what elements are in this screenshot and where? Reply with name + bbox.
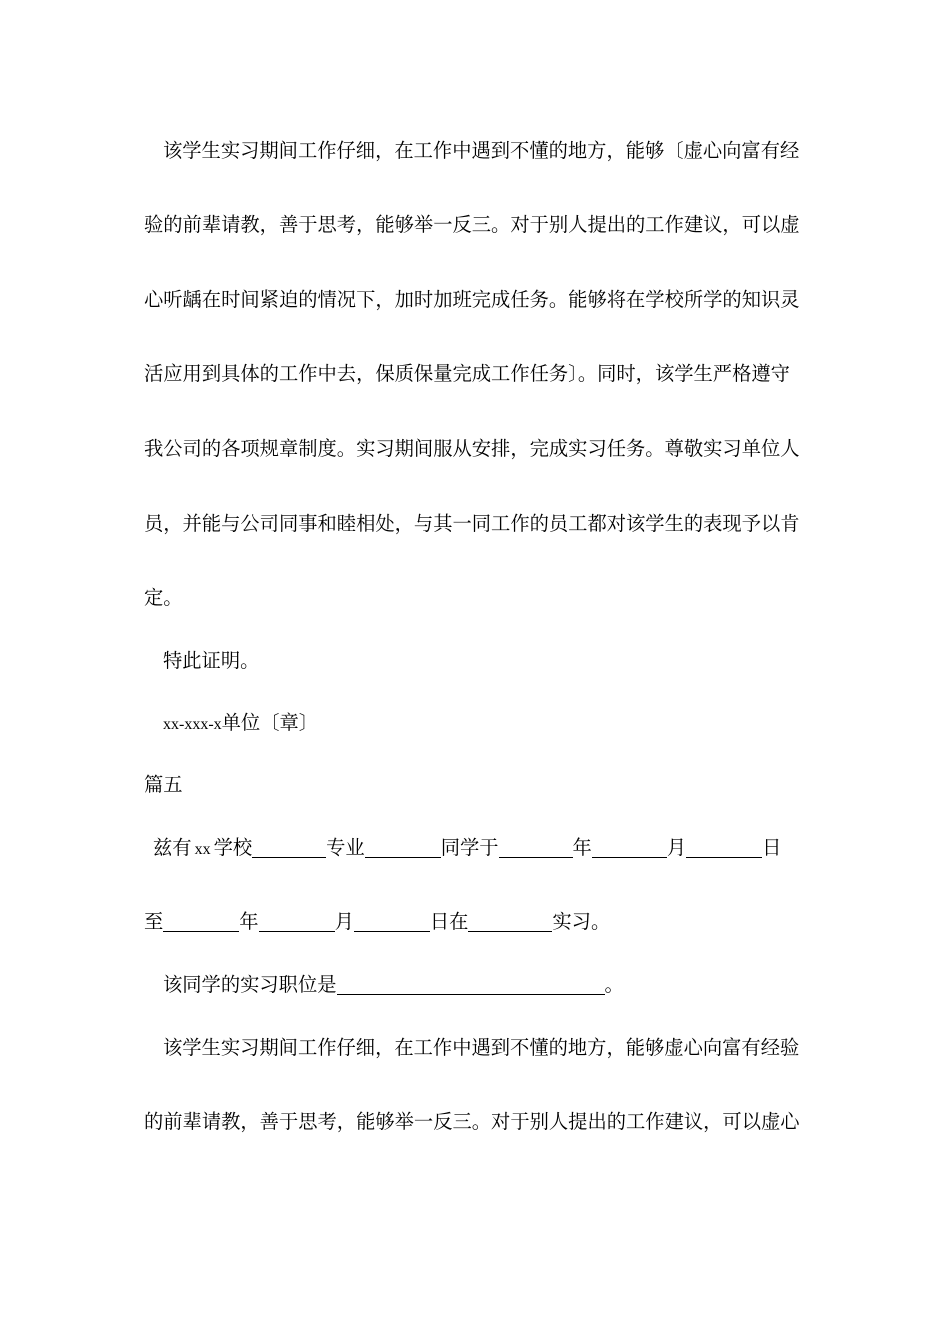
day-label: 日 (762, 836, 782, 859)
form-prefix: 兹有 (153, 836, 192, 859)
unit-code: xx-xxx-x (163, 716, 222, 733)
company-blank[interactable] (468, 911, 552, 932)
position-line (163, 970, 823, 1000)
paragraph-line: 的前辈请教，善于思考，能够举一反三。对于别人提出的工作建议，可以虚心 (144, 1110, 800, 1133)
paragraph-line: 验的前辈请教，善于思考，能够举一反三。对于别人提出的工作建议，可以虚 (144, 213, 800, 236)
start-year-blank[interactable] (499, 837, 573, 858)
major-label: 专业 (326, 836, 365, 859)
intern-label: 实习。 (552, 910, 611, 933)
paragraph-line: 心听龋在时间紧迫的情况下，加时加班完成任务。能够将在学校所学的知识灵 (144, 288, 800, 311)
form-line-2 (144, 907, 804, 937)
paragraph-line: 员，并能与公司同事和睦相处，与其一同工作的员工都对该学生的表现予以肯 (144, 512, 800, 535)
paragraph-line: 该学生实习期间工作仔细，在工作中遇到不懂的地方，能够〔虚心向富有经 (163, 139, 800, 162)
paragraph-line: 我公司的各项规章制度。实习期间服从安排，完成实习任务。尊敬实习单位人 (144, 437, 800, 460)
form-line-1 (153, 833, 813, 863)
start-month-blank[interactable] (592, 837, 667, 858)
end-day-blank[interactable] (354, 911, 430, 932)
month-label: 月 (666, 836, 687, 859)
closing-text: 特此证明。 (163, 649, 260, 672)
position-end: 。 (604, 973, 624, 996)
position-label: 该同学的实习职位是 (163, 973, 337, 996)
signature-line (163, 708, 823, 738)
to-label: 至 (144, 910, 164, 933)
year-label: 年 (572, 836, 592, 859)
position-blank[interactable] (337, 974, 605, 995)
school-code: xx (194, 841, 211, 858)
end-month-blank[interactable] (259, 911, 335, 932)
day-at-label: 日在 (429, 910, 469, 933)
month-label: 月 (334, 910, 354, 933)
year-label: 年 (239, 910, 259, 933)
end-year-blank[interactable] (163, 911, 239, 932)
section-title: 篇五 (144, 773, 183, 796)
unit-label: 单位〔章〕 (221, 711, 319, 734)
major-blank[interactable] (252, 837, 326, 858)
student-name-blank[interactable] (365, 837, 441, 858)
paragraph-line: 定。 (144, 586, 183, 609)
start-day-blank[interactable] (686, 837, 762, 858)
school-label: 学校 (213, 836, 253, 859)
student-label: 同学于 (440, 836, 499, 859)
paragraph-line: 该学生实习期间工作仔细，在工作中遇到不懂的地方，能够虚心向富有经验 (163, 1036, 800, 1059)
paragraph-line: 活应用到具体的工作中去，保质保量完成工作任务〕。同时，该学生严格遵守 (144, 362, 790, 385)
